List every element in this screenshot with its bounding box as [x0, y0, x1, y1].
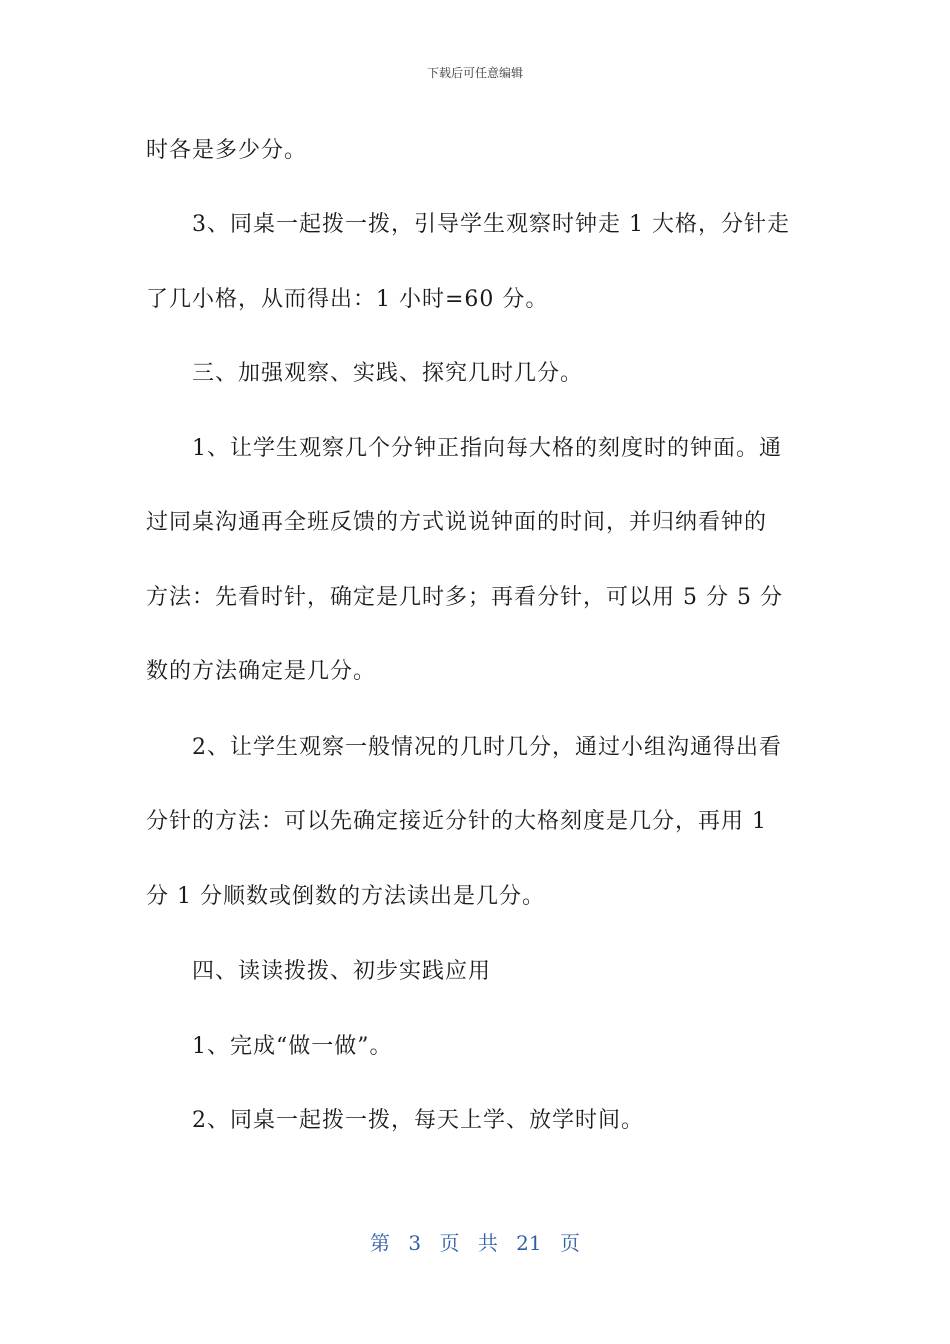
footer-ye: 页 [439, 1231, 460, 1255]
footer-gong: 共 [477, 1231, 498, 1255]
text-line: 1、完成“做一做”。 [192, 1034, 393, 1059]
current-page-number: 3 [408, 1231, 422, 1255]
text-line: 时各是多少分。 [146, 138, 308, 163]
text-line: 2、同桌一起拨一拨，每天上学、放学时间。 [192, 1108, 644, 1133]
text-line: 过同桌沟通再全班反馈的方式说说钟面的时间，并归纳看钟的 [146, 510, 768, 535]
footer-di: 第 [370, 1231, 390, 1255]
text-line: 分针的方法：可以先确定接近分针的大格刻度是几分，再用 1 [146, 809, 767, 834]
section-heading: 三、加强观察、实践、探究几时几分。 [192, 361, 584, 386]
text-line: 分 1 分顺数或倒数的方法读出是几分。 [146, 884, 545, 909]
text-line: 方法：先看时针，确定是几时多；再看分针，可以用 5 分 5 分 [146, 585, 783, 610]
section-heading: 四、读读拨拨、初步实践应用 [192, 959, 492, 984]
text-line: 2、让学生观察一般情况的几时几分，通过小组沟通得出看 [192, 735, 782, 760]
text-line: 3、同桌一起拨一拨，引导学生观察时钟走 1 大格，分针走 [192, 212, 790, 237]
text-line: 数的方法确定是几分。 [146, 659, 377, 684]
text-line: 1、让学生观察几个分钟正指向每大格的刻度时的钟面。通 [192, 436, 782, 461]
page-footer [0, 1227, 950, 1256]
page-header: 下载后可任意编辑 [426, 66, 523, 80]
total-pages-number: 21 [516, 1231, 542, 1255]
text-line: 了几小格，从而得出：1 小时=60 分。 [146, 287, 549, 312]
footer-ye-end: 页 [559, 1231, 580, 1255]
